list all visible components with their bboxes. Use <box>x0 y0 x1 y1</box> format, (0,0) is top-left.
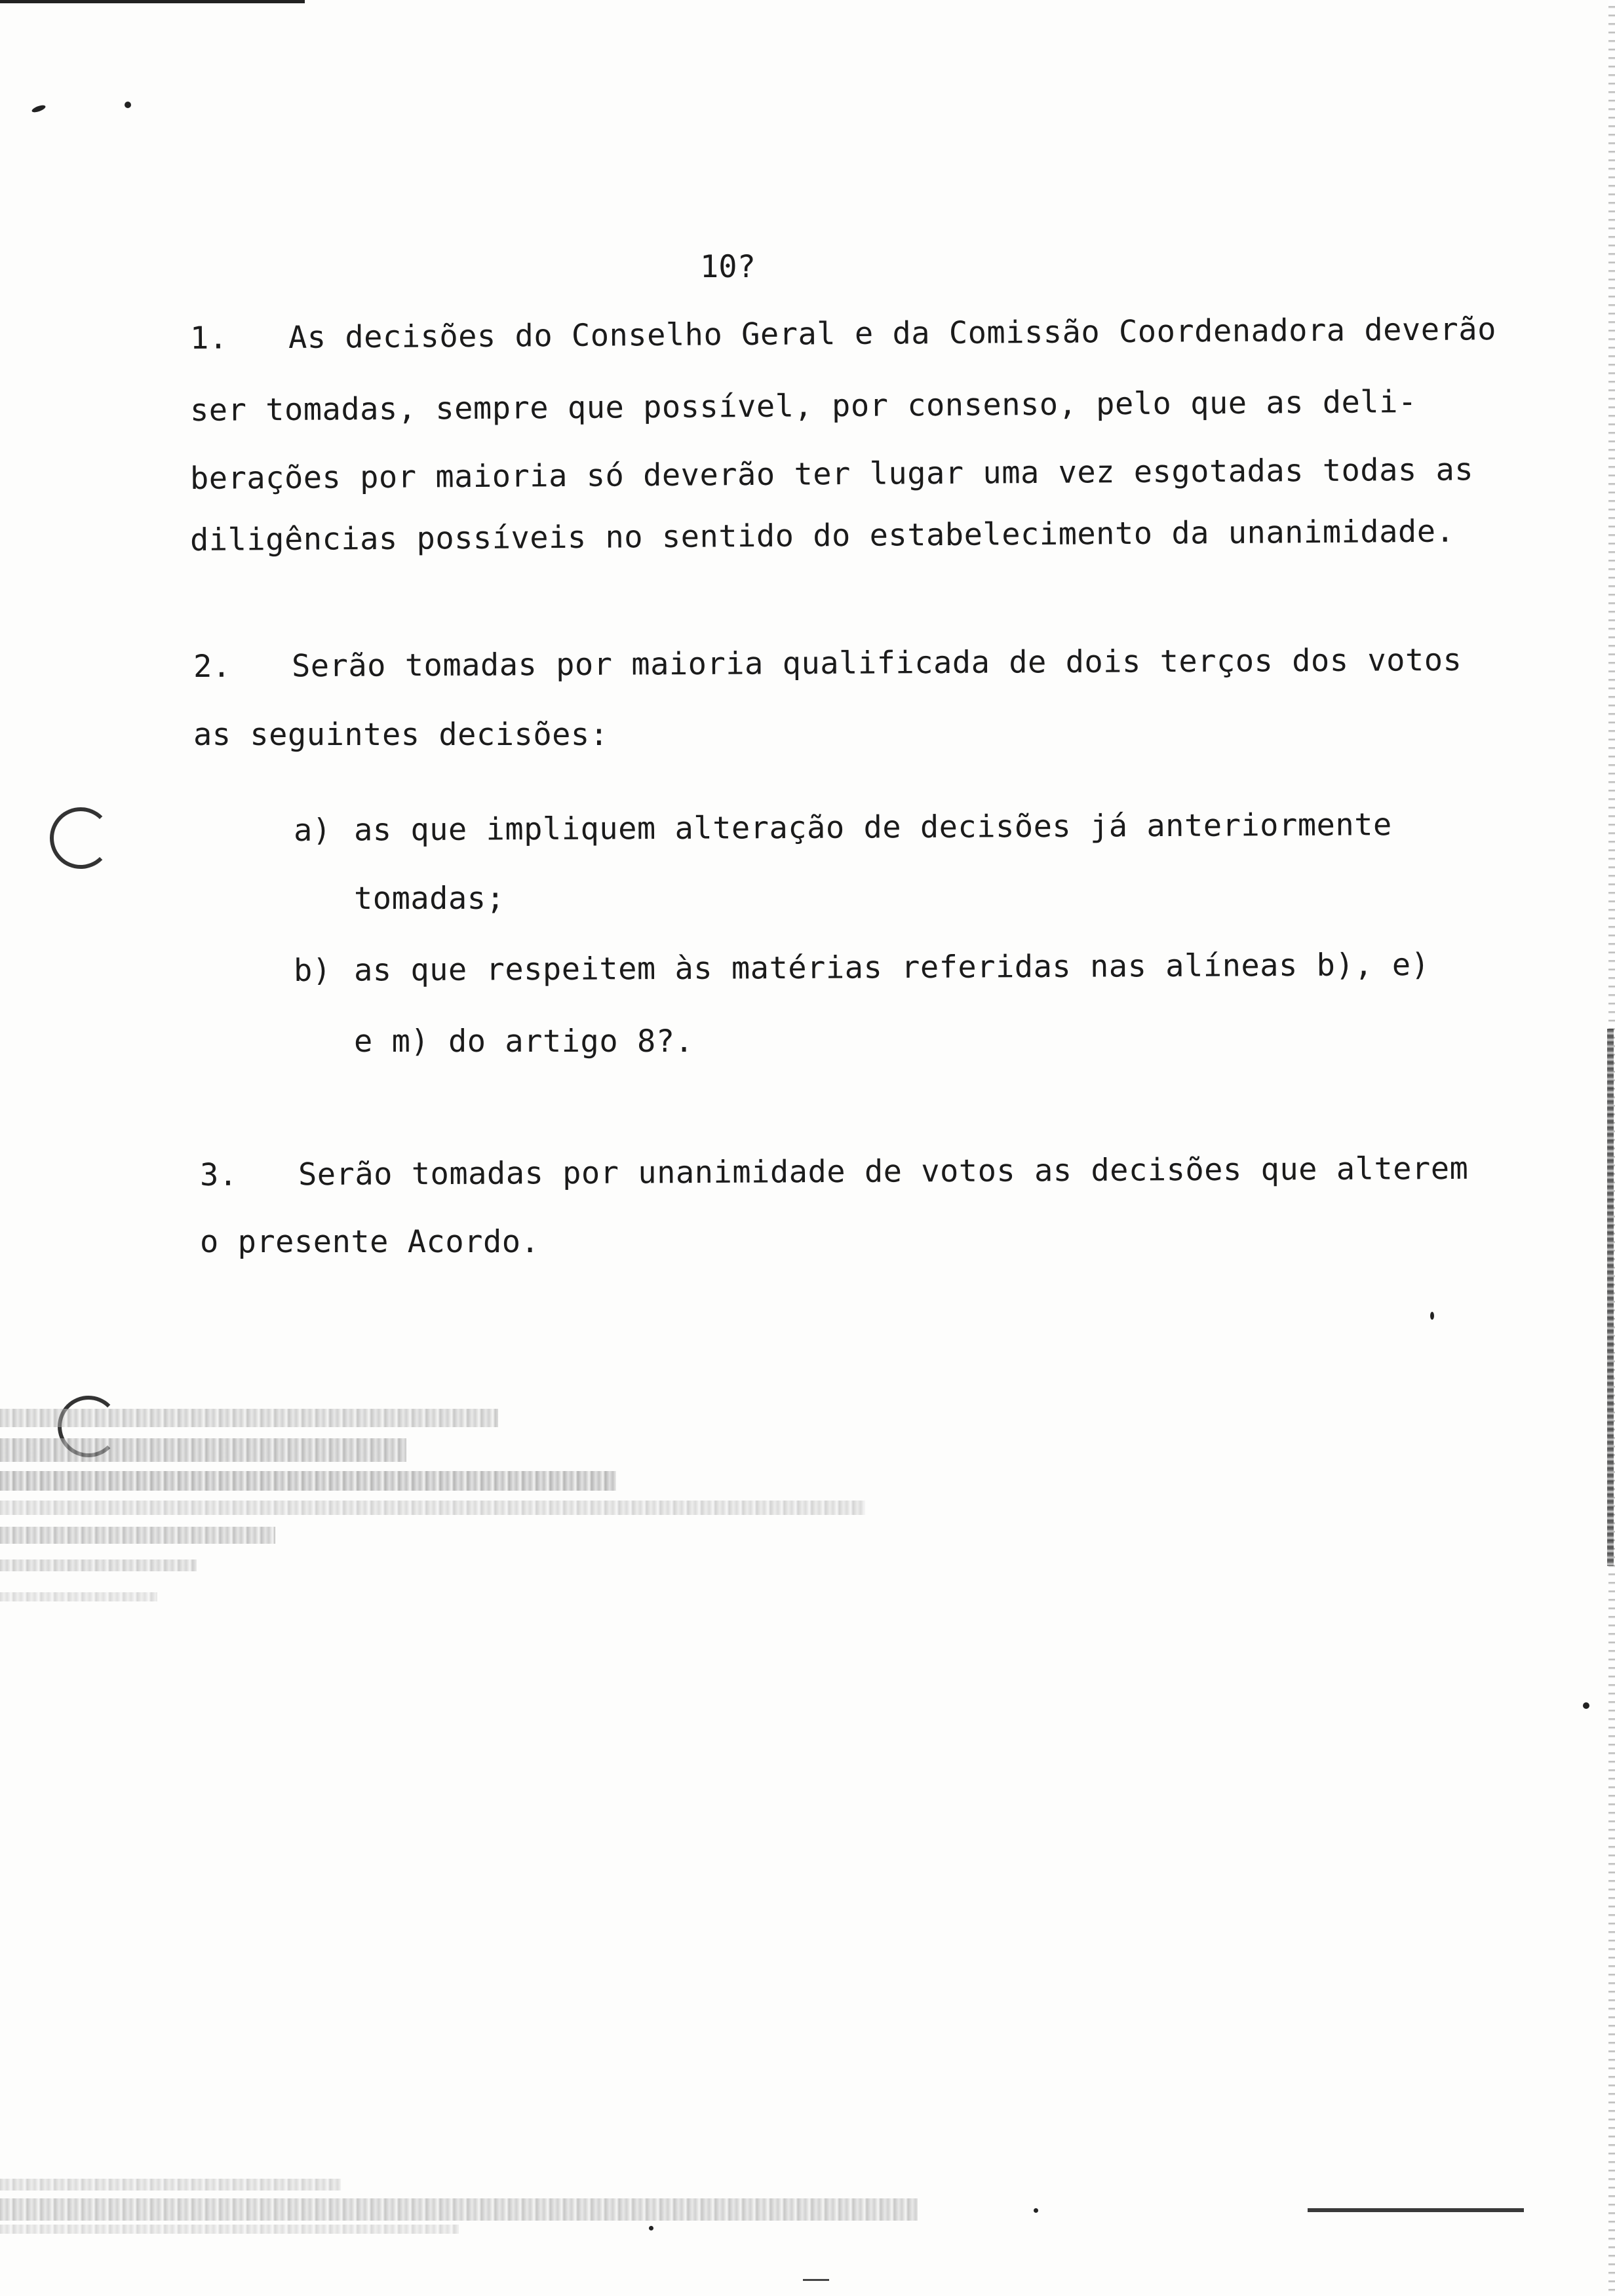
paragraph-2-line-2: as seguintes decisões: <box>193 717 609 753</box>
list-item-text: as que respeitem às matérias referidas nas alíneas b), e) <box>353 946 1430 989</box>
scan-right-edge-dark <box>1607 1029 1614 1566</box>
paragraph-2-line-1 <box>193 641 1462 687</box>
scan-noise <box>0 1409 498 1427</box>
scan-speck <box>125 102 131 108</box>
scan-speck <box>1430 1312 1434 1320</box>
list-item-label: a) <box>293 812 332 849</box>
page-number: 10? <box>700 249 756 285</box>
paragraph-text: Serão tomadas por unanimidade de votos as decisões que alterem <box>298 1150 1469 1193</box>
list-item-a-line-2: tomadas; <box>354 881 505 917</box>
list-item-label: b) <box>293 952 332 989</box>
scan-noise <box>0 1471 616 1491</box>
scan-noise <box>0 1438 406 1462</box>
paragraph-3-line-1 <box>200 1149 1469 1195</box>
scan-noise <box>0 1559 197 1571</box>
scan-speck <box>31 104 46 113</box>
scan-top-rule <box>0 0 305 3</box>
paragraph-number: 1. <box>189 320 228 356</box>
paragraph-text: As decisões do Conselho Geral e da Comissão Coordenadora deverão <box>288 311 1497 356</box>
scan-noise <box>0 2179 341 2191</box>
list-item-a-line-1 <box>294 805 1392 851</box>
list-item-text: as que impliquem alteração de decisões já anteriormente <box>353 807 1392 849</box>
scan-bottom-rule <box>1308 2208 1524 2212</box>
paragraph-3-line-2: o presente Acordo. <box>200 1224 540 1260</box>
list-item-b-line-2: e m) do artigo 8?. <box>354 1024 694 1060</box>
scan-speck <box>1583 1702 1589 1709</box>
scan-speck <box>649 2226 653 2230</box>
paragraph-text: Serão tomadas por maioria qualificada de dois terços dos votos <box>291 641 1462 685</box>
scan-noise <box>0 2198 918 2221</box>
scan-noise <box>0 1501 865 1515</box>
list-item-b-line-1 <box>294 946 1430 991</box>
punch-hole-icon <box>50 807 111 869</box>
scan-bottom-mark <box>803 2279 829 2281</box>
paragraph-1-line-3: berações por maioria só deverão ter lugar uma vez esgotadas todas as <box>189 451 1474 497</box>
paragraph-number: 3. <box>199 1157 238 1193</box>
paragraph-1-line-4: diligências possíveis no sentido do estabelecimento da unanimidade. <box>189 513 1455 558</box>
scan-noise <box>0 1592 157 1601</box>
paragraph-1-line-1 <box>190 310 1496 358</box>
scan-noise <box>0 2225 459 2234</box>
paragraph-number: 2. <box>193 648 231 685</box>
scan-speck <box>1034 2208 1038 2213</box>
paragraph-1-line-2: ser tomadas, sempre que possível, por consenso, pelo que as deli- <box>189 383 1417 429</box>
scan-noise <box>0 1527 275 1544</box>
